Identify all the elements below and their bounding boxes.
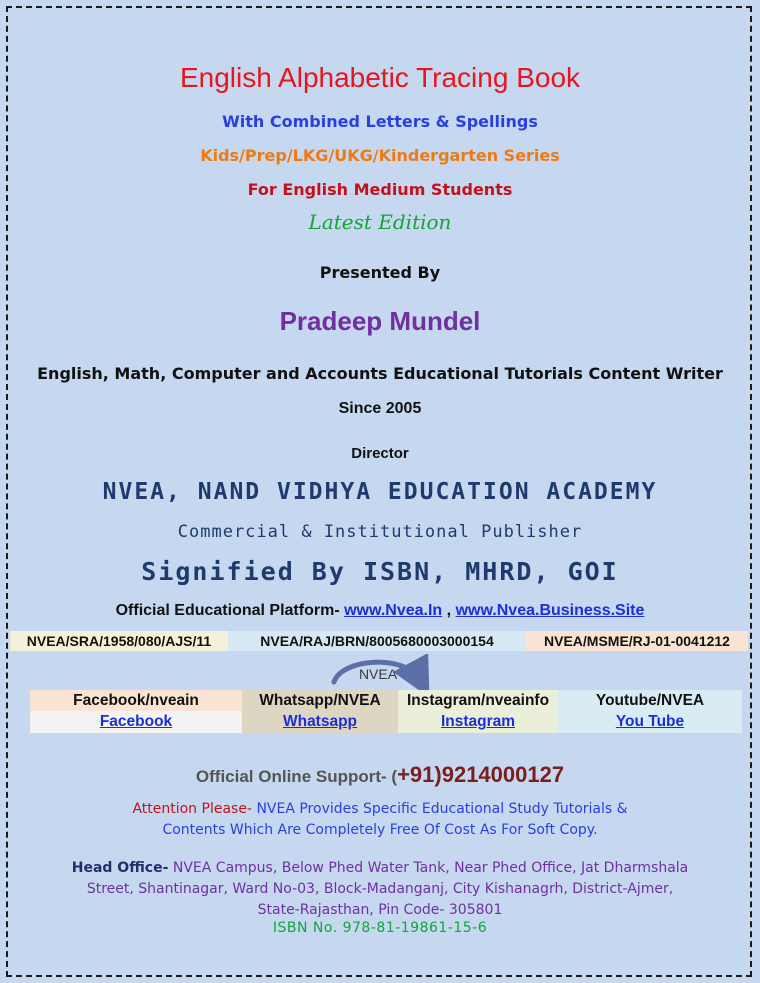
- platform-label: Official Educational Platform-: [115, 602, 340, 619]
- social-whatsapp: [242, 690, 398, 733]
- academy-name: NVEA, NAND VIDHYA EDUCATION ACADEMY: [102, 479, 658, 505]
- book-title: English Alphabetic Tracing Book: [179, 62, 581, 93]
- platform-link-nvea-in[interactable]: www.Nvea.In: [344, 602, 443, 619]
- subtitle-letters: With Combined Letters & Spellings: [222, 112, 538, 131]
- author-name: Pradeep Mundel: [279, 306, 481, 336]
- logo-text: NVEA: [358, 666, 398, 682]
- publisher-line: Commercial & Institutional Publisher: [177, 522, 583, 542]
- head-office-line-3: State-Rajasthan, Pin Code- 305801: [257, 902, 503, 918]
- youtube-link[interactable]: You Tube: [558, 711, 742, 733]
- attention-label: Attention Please-: [132, 801, 252, 817]
- official-platform: [0, 602, 760, 620]
- platform-link-business-site[interactable]: www.Nvea.Business.Site: [455, 602, 645, 619]
- registration-sra: NVEA/SRA/1958/080/AJS/11: [10, 631, 228, 651]
- signified-line: Signified By ISBN, MHRD, GOI: [141, 557, 619, 586]
- support-label: Official Online Support- (: [195, 767, 398, 786]
- instagram-link[interactable]: Instagram: [398, 711, 558, 733]
- social-instagram: [398, 690, 558, 733]
- support-phone[interactable]: +91)9214000127: [397, 762, 565, 787]
- facebook-link[interactable]: Facebook: [30, 711, 242, 733]
- attention-line-2: Contents Which Are Completely Free Of Cost As For Soft Copy.: [162, 822, 598, 838]
- head-office-label: Head Office-: [71, 860, 169, 876]
- nvea-logo-icon: [322, 654, 430, 690]
- head-office-text-1: NVEA Campus, Below Phed Water Tank, Near Phed Office, Jat Dharmshala: [172, 860, 689, 876]
- subtitle-medium: For English Medium Students: [247, 180, 513, 199]
- attention-line-1: [0, 801, 760, 817]
- whatsapp-link[interactable]: Whatsapp: [242, 711, 398, 733]
- social-facebook: [30, 690, 242, 733]
- online-support: [0, 762, 760, 788]
- head-office-line-2: Street, Shantinagar, Ward No-03, Block-Madanganj, City Kishanagrh, District-Ajmer,: [86, 881, 674, 897]
- author-role: English, Math, Computer and Accounts Educational Tutorials Content Writer: [37, 364, 723, 383]
- instagram-handle: Instagram/nveainfo: [398, 690, 558, 711]
- presented-by: Presented By: [319, 263, 441, 282]
- registration-brn: NVEA/RAJ/BRN/8005680003000154: [228, 631, 526, 651]
- attention-text-1: NVEA Provides Specific Educational Study Tutorials &: [256, 801, 628, 817]
- platform-separator: ,: [446, 602, 452, 619]
- director-label: Director: [351, 445, 409, 462]
- facebook-handle: Facebook/nveain: [30, 690, 242, 711]
- youtube-handle: Youtube/NVEA: [558, 690, 742, 711]
- isbn-number: ISBN No. 978-81-19861-15-6: [272, 920, 488, 936]
- registration-msme: NVEA/MSME/RJ-01-0041212: [526, 631, 748, 651]
- subtitle-edition: Latest Edition: [308, 210, 452, 234]
- social-youtube: [558, 690, 742, 733]
- since-year: Since 2005: [338, 400, 422, 417]
- head-office-line-1: [0, 860, 760, 876]
- social-links-table: [30, 690, 742, 733]
- subtitle-series: Kids/Prep/LKG/UKG/Kindergarten Series: [200, 146, 560, 165]
- whatsapp-handle: Whatsapp/NVEA: [242, 690, 398, 711]
